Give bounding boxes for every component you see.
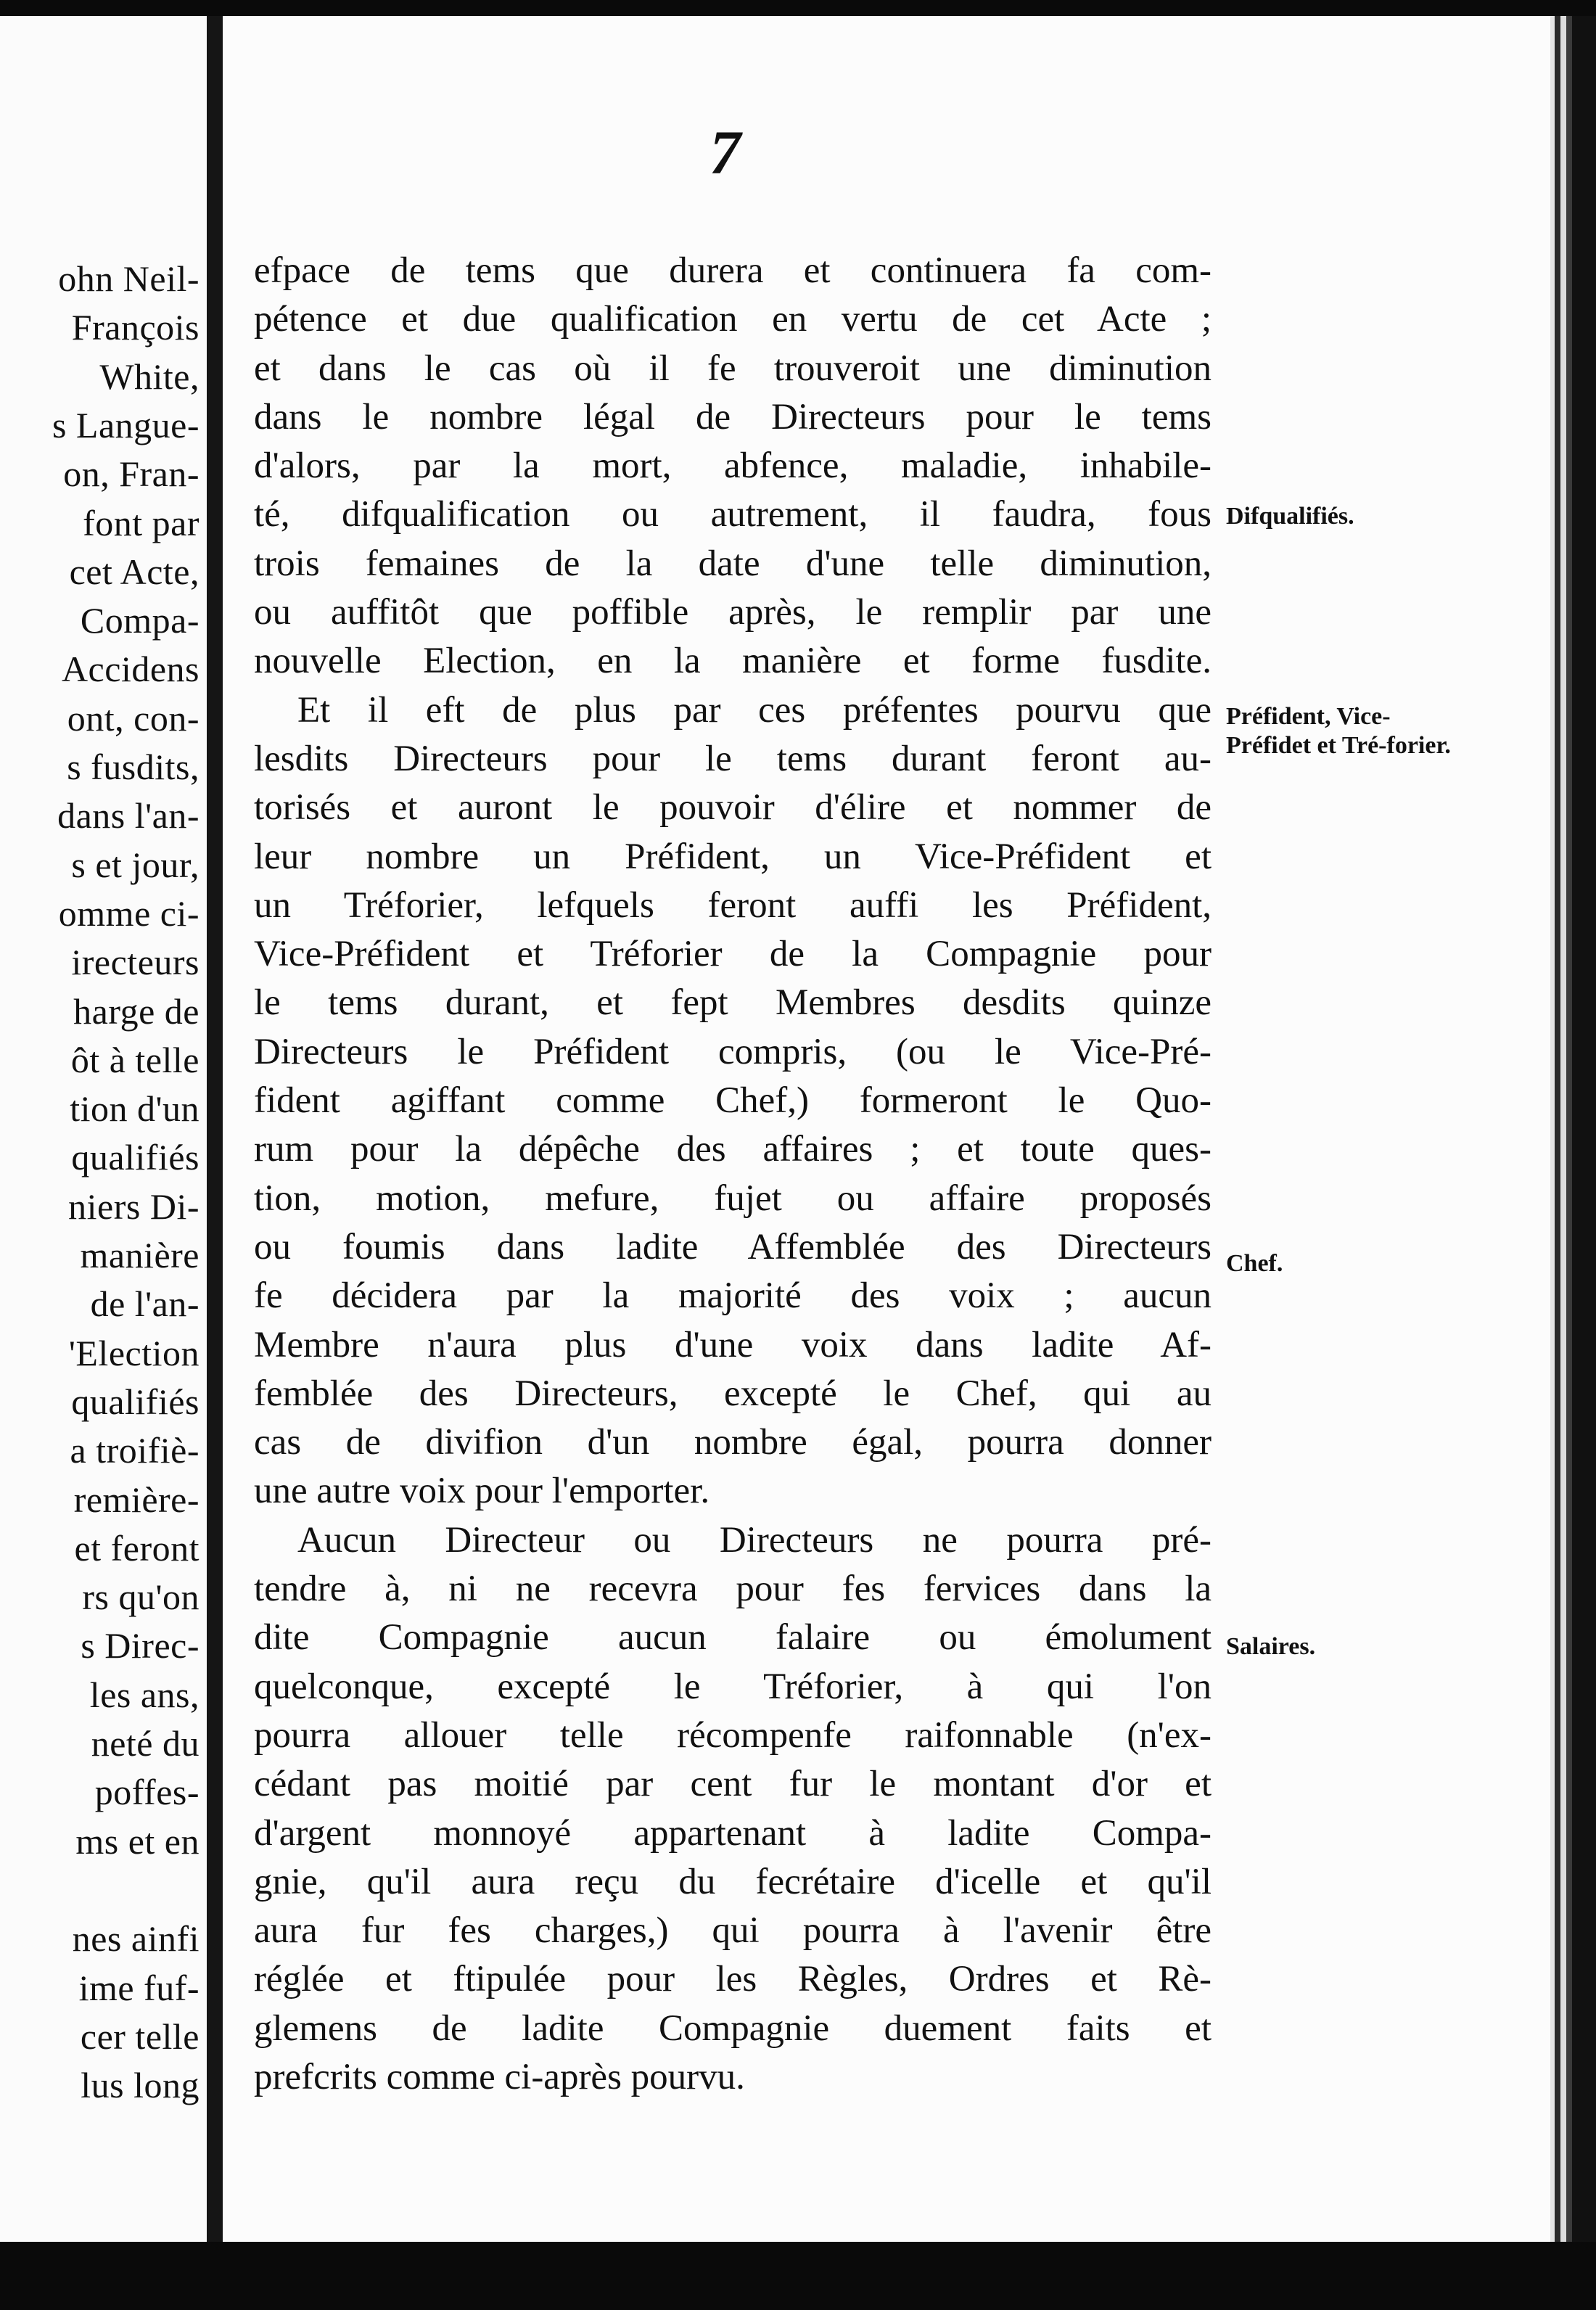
left-page-line: a troifiè- (70, 1430, 200, 1471)
text-line: Et il eft de plus par ces préfentes pourvu que (297, 689, 1212, 731)
body-text (254, 247, 1212, 2102)
text-line: leur nombre un Préfident, un Vice-Préfident et (254, 836, 1212, 877)
text-line: Membre n'aura plus d'une voix dans ladite Af- (254, 1324, 1212, 1365)
text-line: dans le nombre légal de Directeurs pour le tems (254, 396, 1212, 437)
left-page-line: Compa- (80, 600, 200, 641)
left-page-line: font par (83, 502, 200, 543)
left-page-line: omme ci- (58, 892, 200, 934)
text-line: un Tréforier, lefquels feront auffi les Préfident, (254, 884, 1212, 926)
text-line: gnie, qu'il aura reçu du fecrétaire d'icelle et qu'il (254, 1861, 1212, 1902)
left-page-line: on, Fran- (63, 453, 200, 495)
text-line: quelconque, excepté le Tréforier, à qui l'on (254, 1666, 1212, 1707)
left-page-line: cer telle (80, 2015, 200, 2057)
text-line: le tems durant, et fept Membres desdits quinze (254, 982, 1212, 1024)
text-line: une autre voix pour l'emporter. (254, 1471, 710, 1512)
left-page-line: s fusdits, (67, 747, 200, 787)
text-line: tendre à, ni ne recevra pour fes fervices dans la (254, 1569, 1212, 1610)
left-page-line: les ans, (89, 1674, 200, 1715)
text-line: et dans le cas où il fe trouveroit une diminution (254, 348, 1212, 389)
left-page-line: irecteurs (71, 942, 200, 983)
left-page-line: qualifiés (71, 1381, 200, 1422)
text-line: cas de divifion d'un nombre égal, pourra donner (254, 1422, 1212, 1463)
left-facing-page (0, 16, 207, 2242)
left-page-line: ms et en (75, 1820, 200, 1862)
left-page-line: de l'an- (90, 1283, 200, 1325)
scan-bottom-border (0, 2242, 1596, 2310)
text-line: réglée et ftipulée pour les Règles, Ordres et Rè- (254, 1959, 1212, 2000)
left-page-line: ime fuf- (78, 1967, 200, 2008)
text-line: Directeurs le Préfident compris, (ou le Vice-Pré- (254, 1031, 1212, 1072)
text-line: ou foumis dans ladite Affemblée des Directeurs (254, 1226, 1212, 1267)
text-line: trois femaines de la date d'une telle diminution, (254, 543, 1212, 584)
page-number: 7 (709, 118, 741, 187)
text-line: cédant pas moitié par cent fur le montant d'or et (254, 1764, 1212, 1805)
left-page-line: neté du (91, 1723, 200, 1764)
left-page-line: White, (99, 355, 200, 397)
text-line: fident agiffant comme Chef,) formeront le Quo- (254, 1080, 1212, 1122)
left-page-line: qualifiés (71, 1137, 200, 1178)
margin-note-chef: Chef. (1226, 1250, 1283, 1277)
text-line: efpace de tems que durera et continuera fa com- (254, 250, 1212, 291)
left-page-line: dans l'an- (57, 795, 200, 837)
left-page-line: lus long (81, 2065, 200, 2106)
text-line: Aucun Directeur ou Directeurs ne pourra pré- (297, 1519, 1212, 1561)
left-page-line: s Langue- (52, 404, 200, 445)
left-page-line: manière (80, 1235, 200, 1275)
left-page-line: tion d'un (70, 1088, 200, 1130)
paragraph-2 (254, 686, 1212, 1516)
left-page-line: cet Acte, (69, 551, 200, 592)
left-page-line: ôt à telle (70, 1039, 200, 1080)
paragraph-3 (254, 1516, 1212, 2103)
left-page-line: nes ainfi (72, 1918, 200, 1960)
left-page-line: s et jour, (71, 844, 200, 885)
left-page-line: poffes- (94, 1772, 200, 1813)
text-line: prefcrits comme ci-après pourvu. (254, 2056, 745, 2097)
text-line: tion, motion, mefure, fujet ou affaire proposés (254, 1177, 1212, 1219)
margin-note-president: Préfident, Vice-Préfidet et Tré-forier. (1226, 703, 1451, 759)
text-line: d'argent monnoyé appartenant à ladite Compa- (254, 1812, 1212, 1854)
book-gutter (207, 16, 223, 2242)
text-line: femblée des Directeurs, excepté le Chef, qui au (254, 1373, 1212, 1414)
text-line: lesdits Directeurs pour le tems durant feront au- (254, 738, 1212, 779)
text-line: fe décidera par la majorité des voix ; aucun (254, 1275, 1212, 1317)
text-line: Vice-Préfident et Tréforier de la Compagnie pour (254, 934, 1212, 975)
left-page-line: Accidens (61, 649, 200, 690)
text-line: d'alors, par la mort, abfence, maladie, inhabile- (254, 445, 1212, 487)
left-page-line: s Direc- (81, 1625, 200, 1666)
text-line: rum pour la dépêche des affaires ; et toute ques- (254, 1129, 1212, 1170)
text-line: té, difqualification ou autrement, il faudra, fous (254, 494, 1212, 535)
left-page-line: harge de (73, 990, 200, 1032)
margin-note-disqualifies: Difqualifiés. (1226, 503, 1354, 530)
left-page-line: rs qu'on (82, 1577, 200, 1618)
paragraph-1 (254, 247, 1212, 686)
left-page-line: et feront (74, 1527, 200, 1569)
text-line: nouvelle Election, en la manière et forme fusdite. (254, 641, 1212, 682)
text-line: torisés et auront le pouvoir d'élire et nommer de (254, 787, 1212, 829)
text-line: aura fur fes charges,) qui pourra à l'avenir être (254, 1910, 1212, 1952)
text-line: ou auffitôt que poffible après, le remplir par une (254, 592, 1212, 633)
margin-note-salaires: Salaires. (1226, 1633, 1316, 1660)
text-line: pourra allouer telle récompenfe raifonnable (n'ex- (254, 1714, 1212, 1756)
left-page-line: ohn Neil- (58, 258, 200, 299)
text-line: pétence et due qualification en vertu de cet Acte ; (254, 299, 1212, 340)
left-page-line: niers Di- (68, 1185, 200, 1227)
page-edge (1550, 16, 1596, 2242)
text-line: dite Compagnie aucun falaire ou émolument (254, 1617, 1212, 1658)
left-page-line: François (71, 307, 200, 348)
left-page-line: remière- (73, 1479, 200, 1520)
scan-top-border (0, 0, 1596, 16)
left-page-line: ont, con- (67, 697, 200, 739)
left-page-line: 'Election (68, 1332, 200, 1373)
text-line: glemens de ladite Compagnie duement faits et (254, 2007, 1212, 2049)
